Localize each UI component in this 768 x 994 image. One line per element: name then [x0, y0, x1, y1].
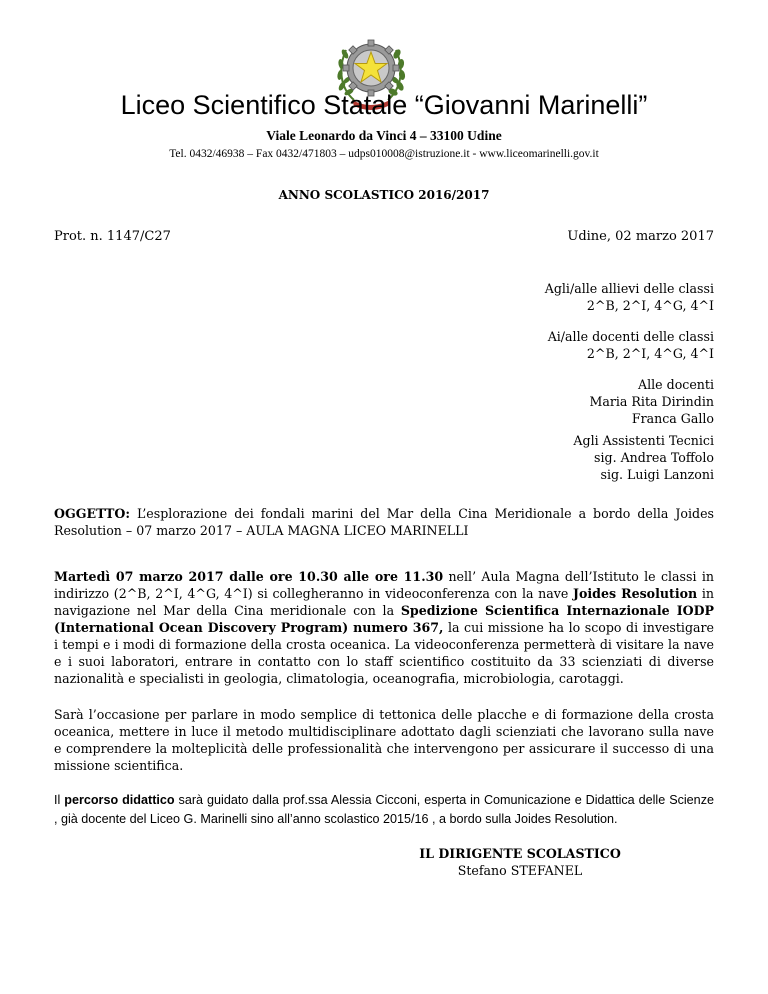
signature-block [360, 845, 680, 879]
body-text: in navigazione nel Mar della Cina meridionale con la [54, 586, 714, 618]
recipient-line: Agli/alle allievi delle classi [544, 281, 714, 296]
recipient-block-students [545, 280, 714, 314]
recipient-line: Ai/alle docenti delle classi [547, 329, 714, 344]
event-datetime: Martedì 07 marzo 2017 dalle ore 10.30 alle ore 11.30 [54, 569, 444, 584]
signature-name: Stefano STEFANEL [457, 863, 583, 878]
recipient-block-named-teachers [589, 376, 714, 427]
body-text: la cui missione ha lo scopo di investigare i tempi e i modi di formazione della crosta oceanica. La videoconferenza permetterà di visitare la nave e i suoi laboratori, entrare in contatto con lo staff scientifico costituito da 33 scienziati di diverse nazionalità e specialisti in geologia, climatologia, oceanografia, microbiologia, carotaggi. [54, 620, 714, 686]
school-year: ANNO SCOLASTICO 2016/2017 [278, 188, 490, 202]
school-contacts: Tel. 0432/46938 – Fax 0432/471803 – udps010008@istruzione.it - www.liceomarinelli.gov.it [169, 148, 599, 160]
expedition-name: Spedizione Scientifica Internazionale IODP (International Ocean Discovery Program) numero 367, [54, 603, 714, 635]
school-address: Viale Leonardo da Vinci 4 – 33100 Udine [266, 128, 502, 143]
recipient-line: Franca Gallo [631, 411, 714, 426]
body-paragraph-2: Sarà l’occasione per parlare in modo semplice di tettonica delle placche e di formazione della crosta oceanica, mettere in luce il metodo multidisciplinare adottato dagli scienziati che lavorano sulla nave e comprendere la molteplicità delle professionalità che intervengono per assicurare il successo di una missione scientifica. [54, 707, 714, 773]
recipient-line: sig. Andrea Toffolo [594, 450, 714, 465]
subject-line [54, 505, 714, 539]
body-text: Il [54, 793, 65, 807]
recipient-line: 2^B, 2^I, 4^G, 4^I [586, 346, 714, 361]
recipient-line: Alle docenti [638, 377, 714, 392]
recipient-line: Agli Assistenti Tecnici [573, 433, 714, 448]
recipient-line: sig. Luigi Lanzoni [600, 467, 714, 482]
body-paragraph-3 [54, 791, 714, 829]
body-text: sarà guidato dalla prof.ssa Alessia Cicconi, esperta in Comunicazione e Didattica delle Scienze , già docente del Liceo G. Marinelli sino all’anno scolastico 2015/16 , a bordo sulla Joides Resolution. [54, 793, 714, 826]
place-date: Udine, 02 marzo 2017 [567, 229, 714, 244]
ship-name: Joides Resolution [573, 586, 698, 601]
recipient-block-teachers [548, 328, 714, 362]
recipient-line: 2^B, 2^I, 4^G, 4^I [586, 298, 714, 313]
didactic-path: percorso didattico [64, 793, 175, 807]
subject-label: OGGETTO: [54, 506, 130, 521]
subject-text: L’esplorazione dei fondali marini del Mar della Cina Meridionale a bordo della Joides Resolution – 07 marzo 2017 – AULA MAGNA LICEO MARINELLI [54, 506, 714, 538]
recipient-line: Maria Rita Dirindin [589, 394, 714, 409]
signature-role: IL DIRIGENTE SCOLASTICO [419, 846, 621, 861]
protocol-number: Prot. n. 1147/C27 [54, 229, 171, 244]
school-name: Liceo Scientifico Statale “Giovanni Marinelli” [120, 90, 648, 120]
recipient-block-technical-assistants [573, 432, 714, 483]
body-paragraph-1 [54, 568, 714, 687]
body-text: nell’ Aula Magna dell’Istituto le classi in indirizzo (2^B, 2^I, 4^G, 4^I) si collegheranno in videoconferenza con la nave [54, 569, 714, 601]
